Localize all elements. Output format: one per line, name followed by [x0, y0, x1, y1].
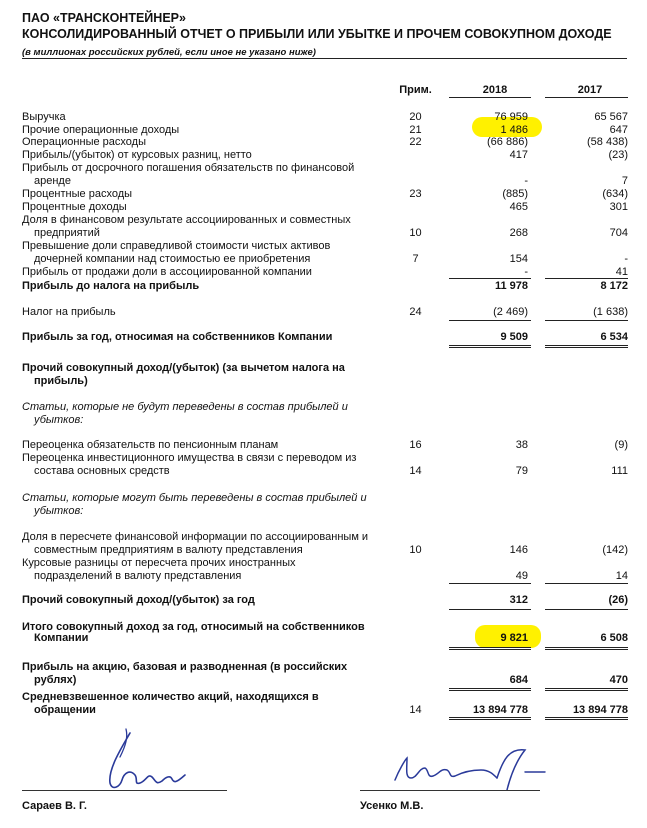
row-label: Статьи, которые не будут переведены в состав прибылей и	[22, 401, 348, 413]
row-note: 10	[409, 227, 422, 239]
total-double-line-2018	[449, 719, 531, 720]
row-label-cont: аренде	[34, 175, 71, 187]
column-2017-underline	[545, 97, 628, 98]
row-value-2018: 465	[509, 201, 528, 213]
total-double-line-2017	[545, 649, 628, 650]
subtotal-line-2018	[449, 278, 531, 279]
signature-image-right	[385, 740, 555, 800]
row-value-2017: (634)	[602, 188, 628, 200]
total-line-2017	[545, 345, 628, 346]
row-value-2018: 79	[515, 465, 528, 477]
total-line-2018	[449, 688, 531, 689]
row-label-cont: рублях)	[34, 674, 77, 686]
subtotal-line-2018	[449, 583, 531, 584]
row-value-2018: -	[524, 175, 528, 187]
row-label-cont: прибыль)	[34, 375, 88, 387]
row-value-2017: 111	[611, 465, 628, 477]
company-name: ПАО «ТРАНСКОНТЕЙНЕР»	[22, 11, 186, 25]
subtotal-line-2017	[545, 278, 628, 279]
row-label-cont: совместным предприятиям в валюту представления	[34, 544, 303, 556]
row-label: Прибыль на акцию, базовая и разводненная (в российских	[22, 661, 348, 673]
row-value-2018: 49	[515, 570, 528, 582]
row-note: 16	[409, 439, 422, 451]
row-label-cont: состава основных средств	[34, 465, 170, 477]
row-note: 23	[409, 188, 422, 200]
total-double-line-2018	[449, 347, 531, 348]
total-line-2017	[545, 717, 628, 718]
row-value-2017: 6 508	[600, 632, 628, 644]
row-value-2017: (9)	[614, 439, 628, 451]
total-double-line-2017	[545, 690, 628, 691]
row-label: Прибыль от продажи доли в ассоциированной компании	[22, 266, 312, 278]
row-label: Доля в финансовом результате ассоциированных и совместных	[22, 214, 351, 226]
row-value-2017: 470	[609, 674, 628, 686]
total-double-line-2018	[449, 649, 531, 650]
row-value-2018: 38	[515, 439, 528, 451]
row-label-cont: подразделений в валюту представления	[34, 570, 242, 582]
row-value-2017: (142)	[602, 544, 628, 556]
row-label: Средневзвешенное количество акций, находящихся в	[22, 691, 319, 703]
row-value-2018: 154	[509, 253, 528, 265]
row-note: 10	[409, 544, 422, 556]
row-note: 21	[409, 124, 422, 136]
row-note: 22	[409, 136, 422, 148]
row-note: 14	[409, 704, 422, 716]
row-value-2017: 7	[621, 175, 628, 187]
row-value-2018: 13 894 778	[472, 704, 528, 716]
row-label: Прочий совокупный доход/(убыток) за год	[22, 594, 255, 606]
subtotal-line-2017	[545, 609, 628, 610]
row-value-2017: 65 567	[594, 111, 628, 123]
column-2018-underline	[449, 97, 531, 98]
row-value-2017: 301	[609, 201, 628, 213]
row-value-2017: (26)	[608, 594, 628, 606]
row-label: Прочий совокупный доход/(убыток) (за вычетом налога на	[22, 362, 345, 374]
row-value-2018: (66 886)	[487, 136, 528, 148]
signatory-name-left: Сараев В. Г.	[22, 800, 87, 812]
total-line-2018	[449, 717, 531, 718]
row-value-2017: 647	[609, 124, 628, 136]
row-value-2017: 14	[615, 570, 628, 582]
subtotal-line-2018	[449, 320, 531, 321]
row-value-2018: 11 978	[494, 280, 528, 292]
row-note: 20	[409, 111, 422, 123]
units-note: (в миллионах российских рублей, если иное не указано ниже)	[22, 47, 316, 58]
total-line-2018	[449, 647, 531, 648]
row-label: Прочие операционные доходы	[22, 124, 180, 136]
row-note: 14	[409, 465, 422, 477]
row-value-2017: (58 438)	[587, 136, 628, 148]
row-label: Процентные расходы	[22, 188, 133, 200]
row-value-2018: (885)	[502, 188, 528, 200]
row-label: Выручка	[22, 111, 66, 123]
row-value-2018: 76 959	[494, 111, 528, 123]
header-divider	[22, 58, 627, 59]
signature-line-left	[22, 790, 227, 791]
total-line-2018	[449, 345, 531, 346]
row-label: Прибыль до налога на прибыль	[22, 280, 200, 292]
row-value-2018: 417	[509, 149, 528, 161]
row-label: Налог на прибыль	[22, 306, 116, 318]
signature-line-right	[360, 790, 540, 791]
subtotal-line-2017	[545, 320, 628, 321]
row-value-2017: -	[624, 253, 628, 265]
row-label: Курсовые разницы от пересчета прочих иностранных	[22, 557, 296, 569]
row-value-2017: 6 534	[600, 331, 628, 343]
row-value-2017: 8 172	[600, 280, 628, 292]
row-label: Процентные доходы	[22, 201, 127, 213]
row-label-cont: убытков:	[34, 505, 84, 517]
row-label: Статьи, которые могут быть переведены в состав прибылей и	[22, 492, 367, 504]
total-double-line-2017	[545, 347, 628, 348]
row-value-2018: (2 469)	[493, 306, 528, 318]
row-value-2017: (1 638)	[593, 306, 628, 318]
total-line-2017	[545, 688, 628, 689]
row-label: Доля в пересчете финансовой информации по ассоциированным и	[22, 531, 369, 543]
report-title: КОНСОЛИДИРОВАННЫЙ ОТЧЕТ О ПРИБЫЛИ ИЛИ УБЫТКЕ И ПРОЧЕМ СОВОКУПНОМ ДОХОДЕ	[22, 27, 612, 41]
row-label: Прибыль/(убыток) от курсовых разниц, нетто	[22, 149, 252, 161]
row-value-2018: 9 821	[500, 632, 528, 644]
row-value-2017: 13 894 778	[572, 704, 628, 716]
row-value-2018: 312	[509, 594, 528, 606]
row-label: Операционные расходы	[22, 136, 146, 148]
row-label: Прибыль за год, относимая на собственников Компании	[22, 331, 333, 343]
signatory-name-right: Усенко М.В.	[360, 800, 424, 812]
row-label: Превышение доли справедливой стоимости чистых активов	[22, 240, 331, 252]
row-value-2018: 684	[509, 674, 528, 686]
row-label-cont: убытков:	[34, 414, 84, 426]
row-value-2018: -	[524, 266, 528, 278]
row-note: 24	[409, 306, 422, 318]
subtotal-line-2018	[449, 609, 531, 610]
row-value-2018: 268	[509, 227, 528, 239]
signature-image-left	[90, 725, 210, 795]
row-value-2018: 9 509	[500, 331, 528, 343]
total-line-2017	[545, 647, 628, 648]
row-label: Прибыль от досрочного погашения обязательств по финансовой	[22, 162, 355, 174]
row-value-2017: 41	[615, 266, 628, 278]
total-double-line-2018	[449, 690, 531, 691]
column-header-2017: 2017	[577, 84, 603, 96]
row-value-2017: 704	[609, 227, 628, 239]
row-label: Итого совокупный доход за год, относимый на собственников	[22, 621, 365, 633]
subtotal-line-2017	[545, 583, 628, 584]
row-value-2018: 1 486	[500, 124, 528, 136]
row-label-cont: обращении	[34, 704, 96, 716]
row-label: Переоценка обязательств по пенсионным планам	[22, 439, 279, 451]
column-header-note: Прим.	[399, 84, 432, 96]
column-header-2018: 2018	[482, 84, 508, 96]
row-label-cont: дочерней компании над стоимостью ее приобретения	[34, 253, 311, 265]
row-label-cont: предприятий	[34, 227, 100, 239]
row-label-cont: Компании	[34, 632, 89, 644]
row-value-2017: (23)	[608, 149, 628, 161]
total-double-line-2017	[545, 719, 628, 720]
row-note: 7	[412, 253, 419, 265]
row-label: Переоценка инвестиционного имущества в связи с переводом из	[22, 452, 357, 464]
row-value-2018: 146	[509, 544, 528, 556]
